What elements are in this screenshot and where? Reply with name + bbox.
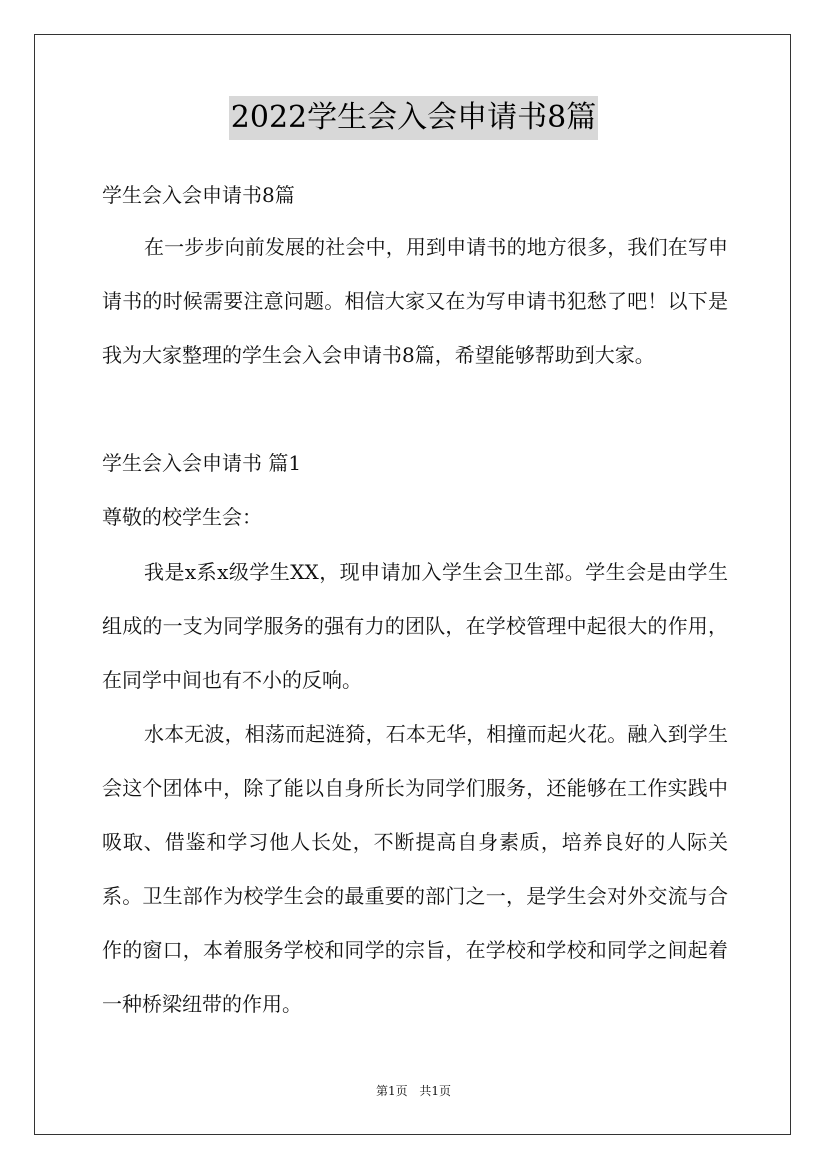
body-paragraph-2: 水本无波，相荡而起涟猗，石本无华，相撞而起火花。融入到学生会这个团体中，除了能以自身所长为同学们服务，还能够在工作实践中吸取、借鉴和学习他人长处，不断提高自身素质，培养良好的人际关系。卫生部作为校学生会的最重要的部门之一，是学生会对外交流与合作的窗口，本着服务学校和同学的宗旨，在学校和学校和同学之间起着一种桥梁纽带的作用。: [102, 722, 728, 1016]
body-paragraph-1: 我是x系x级学生XX，现申请加入学生会卫生部。学生会是由学生组成的一支为同学服务的强有力的团队，在学校管理中起很大的作用，在同学中间也有不小的反响。: [102, 560, 728, 692]
title-container: [0, 96, 827, 140]
intro-paragraph: 在一步步向前发展的社会中，用到申请书的地方很多，我们在写申请书的时候需要注意问题。相信大家又在为写申请书犯愁了吧！以下是我为大家整理的学生会入会申请书8篇，希望能够帮助到大家。: [102, 235, 728, 367]
document-title: 2022学生会入会申请书8篇: [229, 96, 598, 140]
document-subtitle: 学生会入会申请书8篇: [102, 183, 295, 207]
page-footer: [0, 1082, 827, 1099]
section-heading: 学生会入会申请书 篇1: [102, 451, 302, 475]
page-total: 共1页: [419, 1084, 452, 1098]
page-number: 第1页: [375, 1084, 408, 1098]
salutation: 尊敬的校学生会：: [102, 505, 262, 529]
